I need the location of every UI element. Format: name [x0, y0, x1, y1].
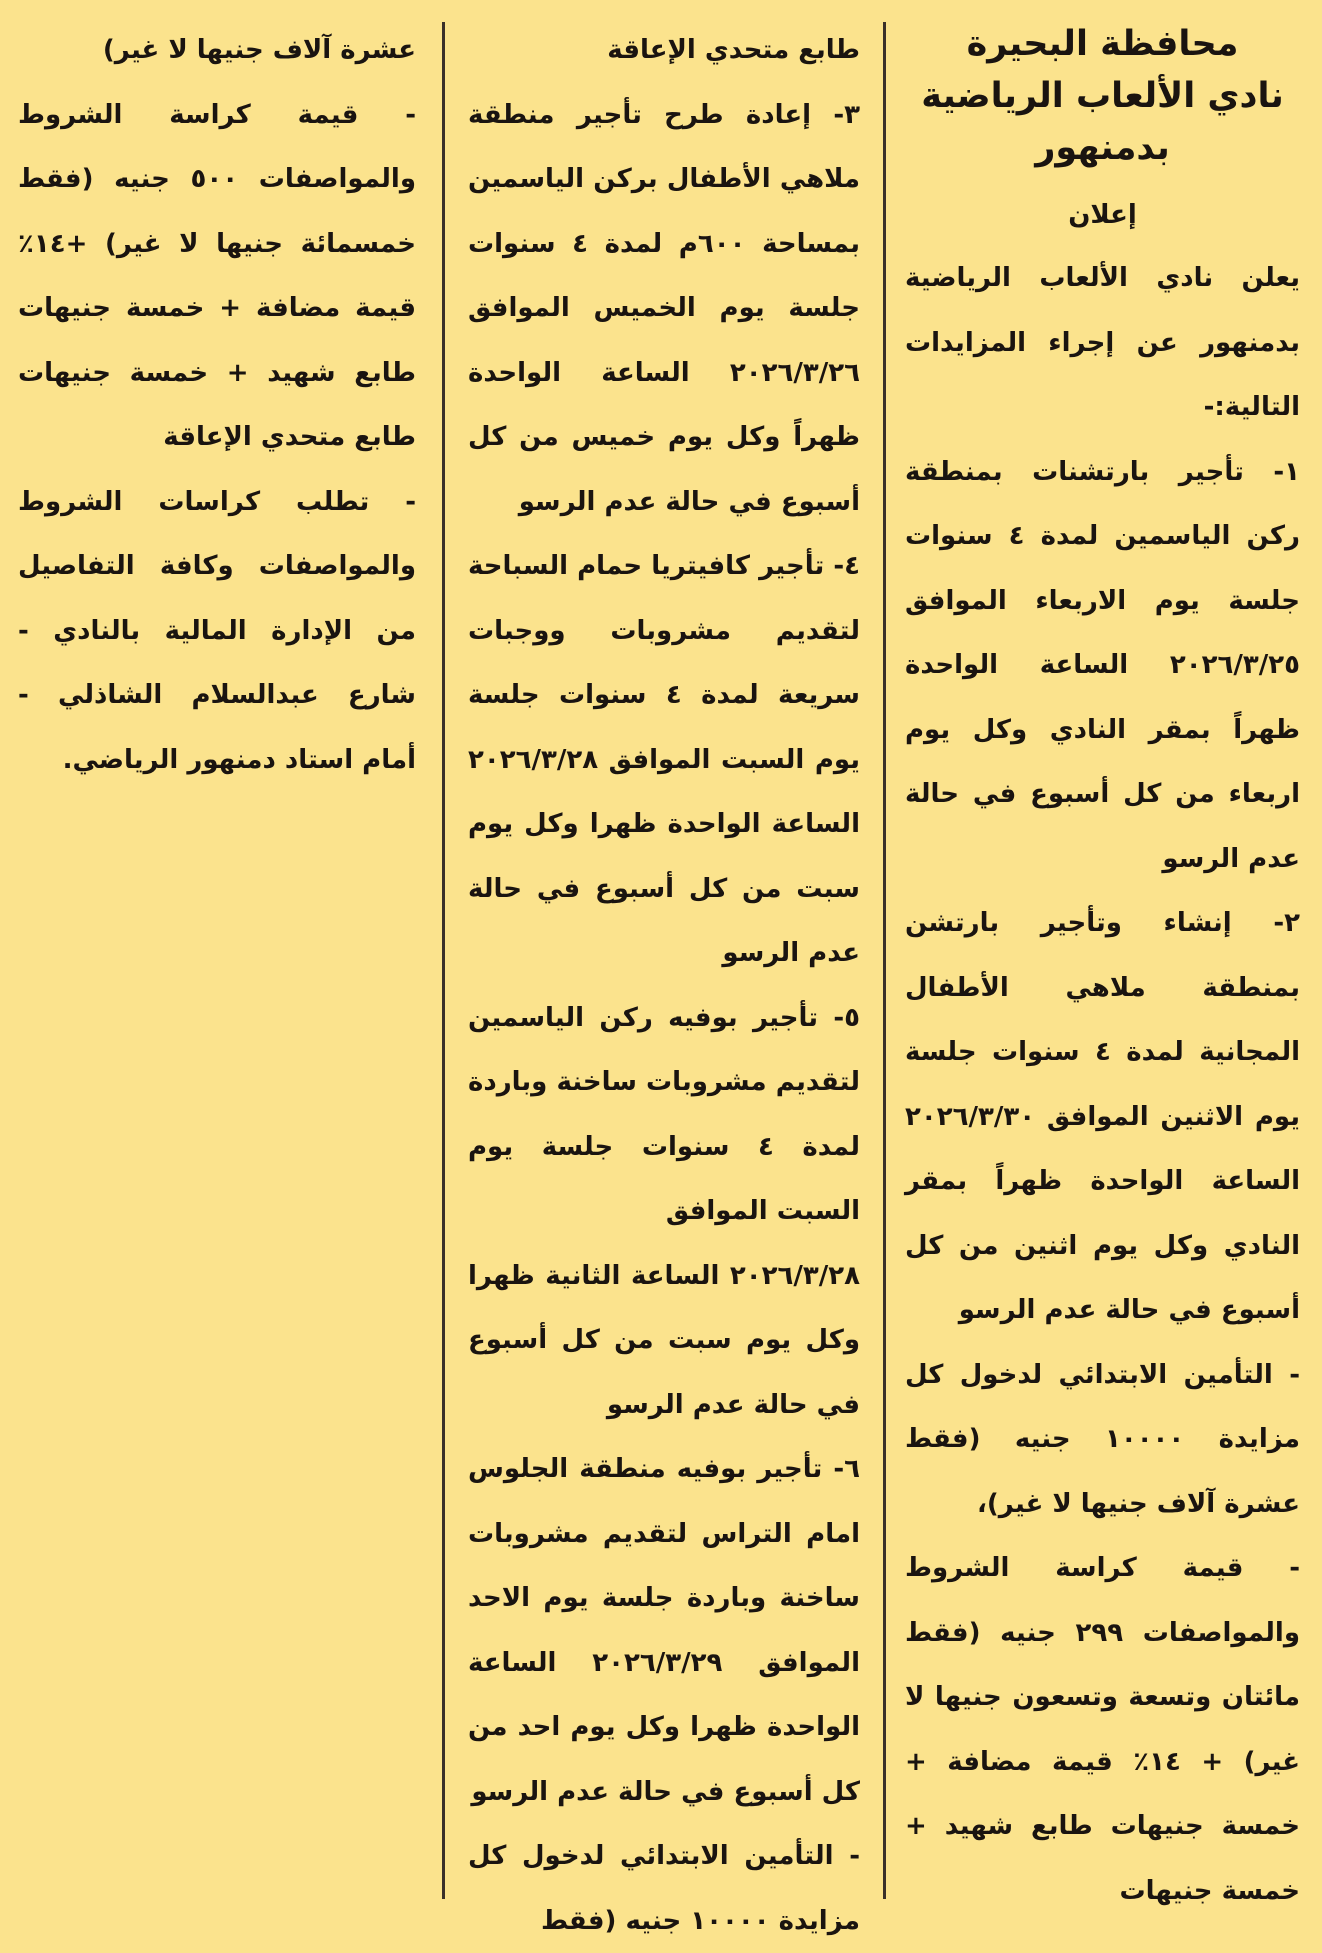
- booklet-price-paragraph-2: - قيمة كراسة الشروط والمواصفات ٥٠٠ جنيه (فقط خمسمائة جنيها لا غير) +١٤٪ قيمة مضافة + خمسة جنيهات طابع شهيد + خمسة جنيهات طابع متحدي الإعاقة: [18, 99, 416, 452]
- item-5: ٥- تأجير بوفيه ركن الياسمين لتقديم مشروبات ساخنة وباردة لمدة ٤ سنوات جلسة يوم السبت الموافق: [468, 1002, 860, 1226]
- column-divider: [442, 22, 445, 1899]
- intro-paragraph: يعلن نادي الألعاب الرياضية بدمنهور عن إجراء المزايدات التالية:-: [905, 263, 1300, 422]
- column-right: [905, 18, 1300, 1907]
- governorate-heading: محافظة البحيرة: [966, 24, 1239, 64]
- club-heading-line1: نادي الألعاب الرياضية: [921, 76, 1284, 116]
- item-3: ٣- إعادة طرح تأجير منطقة ملاهي الأطفال بركن الياسمين بمساحة ٦٠٠م لمدة ٤ سنوات جلسة يوم الخميس الموافق ٢٠٢٦/٣/٢٦ الساعة الواحدة ظهراً وكل يوم خميس من كل أسبوع في حالة عدم الرسو: [468, 99, 860, 517]
- deposit-paragraph-2: - التأمين الابتدائي لدخول كل مزايدة ١٠٠٠٠ جنيه (فقط: [468, 1841, 860, 1936]
- deposit-continuation: عشرة آلاف جنيها لا غير): [102, 35, 416, 65]
- announcement-label: إعلان: [1068, 200, 1137, 230]
- stamp-continuation: طابع متحدي الإعاقة: [607, 35, 860, 65]
- item-6: ٦- تأجير بوفيه منطقة الجلوس امام التراس لتقديم مشروبات ساخنة وباردة جلسة يوم الاحد الموافق ٢٠٢٦/٣/٢٩ الساعة الواحدة ظهرا وكل يوم احد من كل أسبوع في حالة عدم الرسو: [468, 1454, 860, 1807]
- column-divider: [883, 22, 886, 1899]
- item-2: ٢- إنشاء وتأجير بارتشن بمنطقة ملاهي الأطفال المجانية لمدة ٤ سنوات جلسة يوم الاثنين الموافق ٢٠٢٦/٣/٣٠ الساعة الواحدة ظهراً بمقر النادي وكل يوم اثنين من كل أسبوع في حالة عدم الرسو: [905, 908, 1300, 1325]
- item-5-continued: ٢٠٢٦/٣/٢٨ الساعة الثانية ظهرا وكل يوم سبت من كل أسبوع في حالة عدم الرسو: [468, 1260, 860, 1420]
- item-1: ١- تأجير بارتشنات بمنطقة ركن الياسمين لمدة ٤ سنوات جلسة يوم الاربعاء الموافق ٢٠٢٦/٣/٢٥ الساعة الواحدة ظهراً بمقر النادي وكل يوم اربعاء من كل أسبوع في حالة عدم الرسو: [905, 456, 1301, 874]
- column-middle: [468, 18, 860, 1936]
- club-heading-line2: بدمنهور: [1035, 128, 1170, 168]
- column-left: [18, 18, 416, 1907]
- booklet-price-paragraph: - قيمة كراسة الشروط والمواصفات ٢٩٩ جنيه (فقط مائتان وتسعة وتسعون جنيها لا غير) + ١٤٪ قيمة مضافة + خمسة جنيهات طابع شهيد + خمسة جنيهات: [905, 1553, 1300, 1906]
- deposit-paragraph: - التأمين الابتدائي لدخول كل مزايدة ١٠٠٠٠ جنيه (فقط عشرة آلاف جنيها لا غير)،: [905, 1359, 1301, 1519]
- item-4: ٤- تأجير كافيتريا حمام السباحة لتقديم مشروبات ووجبات سريعة لمدة ٤ سنوات جلسة يوم السبت الموافق ٢٠٢٦/٣/٢٨ الساعة الواحدة ظهرا وكل يوم سبت من كل أسبوع في حالة عدم الرسو: [468, 551, 860, 968]
- contact-paragraph: - تطلب كراسات الشروط والمواصفات وكافة التفاصيل من الإدارة المالية بالنادي - شارع عبدالسلام الشاذلي - أمام استاد دمنهور الرياضي.: [18, 486, 416, 775]
